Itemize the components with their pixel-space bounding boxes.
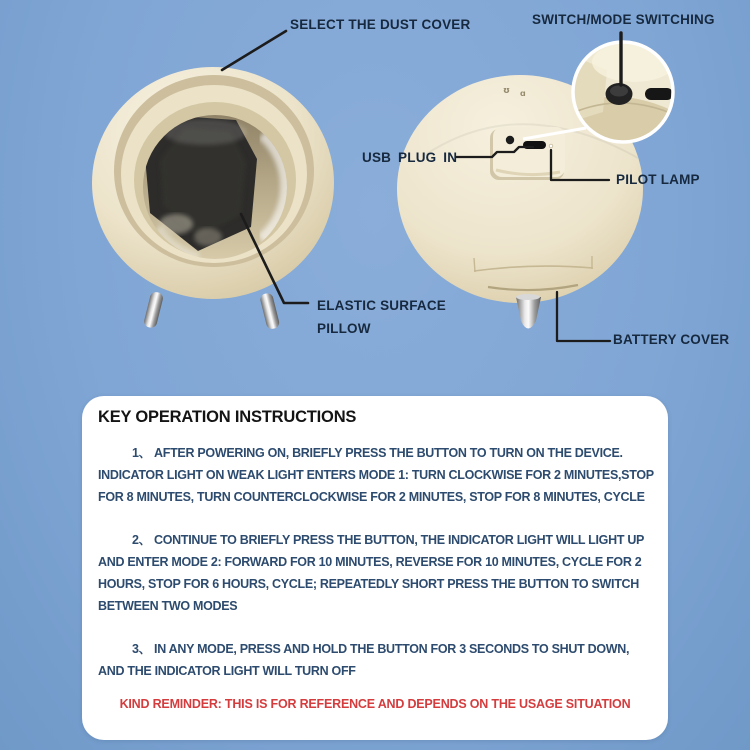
instruction-paragraph-2 — [98, 529, 652, 617]
power-jack — [506, 136, 514, 144]
instruction-line: HOURS, STOP FOR 6 HOURS, CYCLE; REPEATEDLY SHORT PRESS THE BUTTON TO SWITCH — [98, 577, 639, 591]
instructions-card — [82, 396, 668, 740]
elastic-pillow-label-line2: PILLOW — [317, 321, 371, 336]
usb-label: USB PLUG IN — [362, 150, 458, 165]
svg-text:ʊ: ʊ — [503, 86, 510, 96]
elastic-pillow-label-line1: ELASTIC SURFACE — [317, 298, 447, 313]
svg-text:ɑ: ɑ — [520, 89, 526, 98]
instructions-title: KEY OPERATION INSTRUCTIONS — [98, 408, 357, 426]
zoom-inset — [571, 42, 676, 144]
instruction-line: 2、 CONTINUE TO BRIEFLY PRESS THE BUTTON, THE INDICATOR LIGHT WILL LIGHT UP — [132, 533, 645, 547]
battery-cover-line — [557, 292, 610, 341]
usb-c-port-icon — [645, 88, 673, 100]
pilot-lamp-label: PILOT LAMP — [616, 172, 700, 187]
kind-reminder: KIND REMINDER: THIS IS FOR REFERENCE AND DEPENDS ON THE USAGE SITUATION — [119, 697, 631, 711]
dust-cover-line — [222, 31, 286, 70]
instruction-line: INDICATOR LIGHT ON WEAK LIGHT ENTERS MODE 1: TURN CLOCKWISE FOR 2 MINUTES,STOP — [98, 468, 654, 482]
device-leg — [516, 294, 541, 329]
instruction-line: 3、 IN ANY MODE, PRESS AND HOLD THE BUTTON FOR 3 SECONDS TO SHUT DOWN, — [132, 642, 630, 656]
dust-cover-label: SELECT THE DUST COVER — [290, 17, 471, 32]
front-device — [92, 67, 334, 330]
instruction-line: 1、 AFTER POWERING ON, BRIEFLY PRESS THE BUTTON TO TURN ON THE DEVICE. — [132, 446, 623, 460]
elastic-pillow-label — [317, 294, 446, 340]
instruction-line: BETWEEN TWO MODES — [98, 599, 238, 613]
instruction-line: AND THE INDICATOR LIGHT WILL TURN OFF — [98, 664, 356, 678]
instruction-line: AND ENTER MODE 2: FORWARD FOR 10 MINUTES, REVERSE FOR 10 MINUTES, CYCLE FOR 2 — [98, 555, 642, 569]
instruction-paragraph-3 — [98, 638, 652, 682]
instruction-line: FOR 8 MINUTES, TURN COUNTERCLOCKWISE FOR 2 MINUTES, STOP FOR 8 MINUTES, CYCLE — [98, 490, 645, 504]
pilot-lamp-led — [549, 144, 553, 148]
switch-mode-label: SWITCH/MODE SWITCHING — [532, 12, 715, 27]
battery-cover-label: BATTERY COVER — [613, 332, 730, 347]
instruction-paragraph-1 — [98, 442, 652, 508]
